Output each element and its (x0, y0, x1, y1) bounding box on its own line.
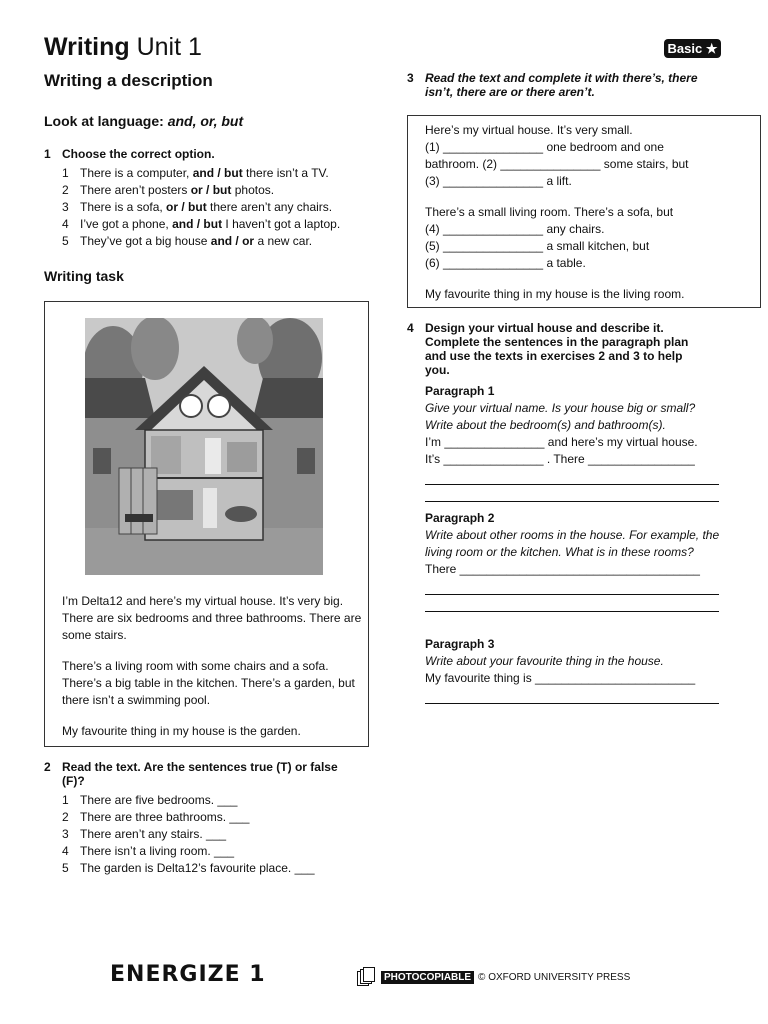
q1-instruction: Choose the correct option. (62, 147, 215, 161)
list-item[interactable]: 3 There aren’t any stairs. ___ (62, 827, 227, 841)
footer-copyright (357, 967, 630, 987)
writing-line[interactable] (425, 687, 719, 704)
paragraph-3-plan (425, 636, 725, 704)
gap-line[interactable]: (6) _______________ a table. (425, 256, 586, 270)
option-choice[interactable]: or / but (166, 200, 207, 214)
photocopy-icon (357, 967, 377, 987)
q1-heading (44, 147, 364, 161)
page-title-rest: Unit 1 (129, 33, 202, 61)
option-choice[interactable]: or / but (190, 183, 232, 197)
q3-paragraph: My favourite thing in my house is the living room. (425, 287, 685, 301)
paragraph-2-plan (425, 510, 725, 612)
option-choice[interactable]: and / but (172, 217, 223, 231)
paragraph-2-title: Paragraph 2 (425, 511, 495, 525)
paragraph-2-instruction: Write about other rooms in the house. For example, the living room or the kitchen. What is in these rooms? (425, 528, 720, 559)
q4-number: 4 (407, 321, 414, 335)
q3-number: 3 (407, 71, 414, 85)
q3-instruction-line1: Read the text and complete it with there’s, there (425, 71, 698, 85)
q2-list (62, 792, 315, 877)
q2-heading (44, 760, 344, 788)
publisher-label: © OXFORD UNIVERSITY PRESS (478, 971, 631, 983)
page-title-bold: Writing (44, 33, 130, 61)
gap-line[interactable]: It’s _______________ . There ________________ (425, 452, 695, 466)
gap-line[interactable]: (4) _______________ any chairs. (425, 222, 605, 236)
q3-instruction-line2: isn’t, there are or there aren’t. (425, 85, 595, 99)
gap-line[interactable]: (3) _______________ a lift. (425, 174, 572, 188)
writing-line[interactable] (425, 578, 719, 595)
q4-heading: 4 Design your virtual house and describe it. Complete the sentences in the paragraph plan and use the texts in exercises 2 and 3 to help you. (407, 321, 689, 377)
look-prefix: Look at language: (44, 113, 168, 129)
level-badge: Basic ★ (664, 39, 721, 58)
look-terms: and, or, but (167, 113, 244, 129)
task-paragraph: My favourite thing in my house is the garden. (62, 724, 301, 738)
list-item: 4 I’ve got a phone, and / but I haven’t got a laptop. (62, 217, 341, 231)
page-title (44, 32, 202, 62)
task-paragraph: I’m Delta12 and here’s my virtual house. It’s very big. There are six bedrooms and three bathrooms. There are some stairs. (62, 594, 362, 642)
writing-task-box (44, 301, 369, 747)
list-item: 5 They’ve got a big house and / or a new car. (62, 234, 313, 248)
option-choice[interactable]: and / or (210, 234, 255, 248)
paragraph-1-plan (425, 383, 725, 502)
gap-line[interactable]: I’m _______________ and here’s my virtual house. (425, 435, 698, 449)
option-choice[interactable]: and / but (192, 166, 243, 180)
list-item: 3 There is a sofa, or / but there aren’t any chairs. (62, 200, 333, 214)
paragraph-3-instruction: Write about your favourite thing in the house. (425, 654, 664, 668)
writing-line[interactable] (425, 595, 719, 612)
gap-line[interactable]: (5) _______________ a small kitchen, but (425, 239, 650, 253)
energize-logo: ENERGIZE 1 (110, 962, 266, 987)
writing-line[interactable] (425, 485, 719, 502)
section-title: Writing a description (44, 71, 213, 90)
q3-heading (407, 71, 727, 99)
writing-task-title: Writing task (44, 268, 124, 284)
task-paragraph: There’s a living room with some chairs and a sofa. There’s a big table in the kitchen. There’s a garden, but there isn’t a swimming pool. (62, 659, 355, 707)
paragraph-1-instruction: Give your virtual name. Is your house big or small? Write about the bedroom(s) and bathroom(s). (425, 401, 696, 432)
writing-line[interactable] (425, 468, 719, 485)
look-at-language-title (44, 113, 243, 129)
list-item: 2 There aren’t posters or / but photos. (62, 183, 275, 197)
q1-list (62, 165, 340, 250)
paragraph-1-title: Paragraph 1 (425, 384, 495, 398)
list-item[interactable]: 2 There are three bathrooms. ___ (62, 810, 250, 824)
list-item: 1 There is a computer, and / but there isn’t a TV. (62, 166, 329, 180)
q3-paragraph: Here’s my virtual house. It’s very small. (1) _______________ one bedroom and one bathroom. (2) _______________ some stairs, but (3) _______________ a lift. (425, 122, 750, 190)
gap-line[interactable]: bathroom. (2) _______________ some stairs, but (425, 157, 689, 171)
list-item[interactable]: 5 The garden is Delta12’s favourite place. ___ (62, 861, 315, 875)
q2-instruction: Read the text. Are the sentences true (T) or false (F)? (62, 760, 338, 788)
q1-number: 1 (44, 147, 51, 161)
writing-task-text (62, 593, 362, 754)
q3-paragraph: There’s a small living room. There’s a sofa, but (4) _______________ any chairs. (5) _______________ a small kitchen, but (6) _______________ a table. (425, 204, 750, 272)
house-illustration (85, 318, 323, 575)
paragraph-3-title: Paragraph 3 (425, 637, 495, 651)
gap-line[interactable]: (1) _______________ one bedroom and one (425, 140, 664, 154)
q3-text-box (407, 115, 761, 308)
list-item[interactable]: 4 There isn’t a living room. ___ (62, 844, 235, 858)
gap-line[interactable]: My favourite thing is ________________________ (425, 671, 696, 685)
gap-line[interactable]: There ____________________________________ (425, 562, 700, 576)
photocopiable-label: PHOTOCOPIABLE (381, 971, 474, 984)
q2-number: 2 (44, 760, 51, 774)
list-item[interactable]: 1 There are five bedrooms. ___ (62, 793, 238, 807)
